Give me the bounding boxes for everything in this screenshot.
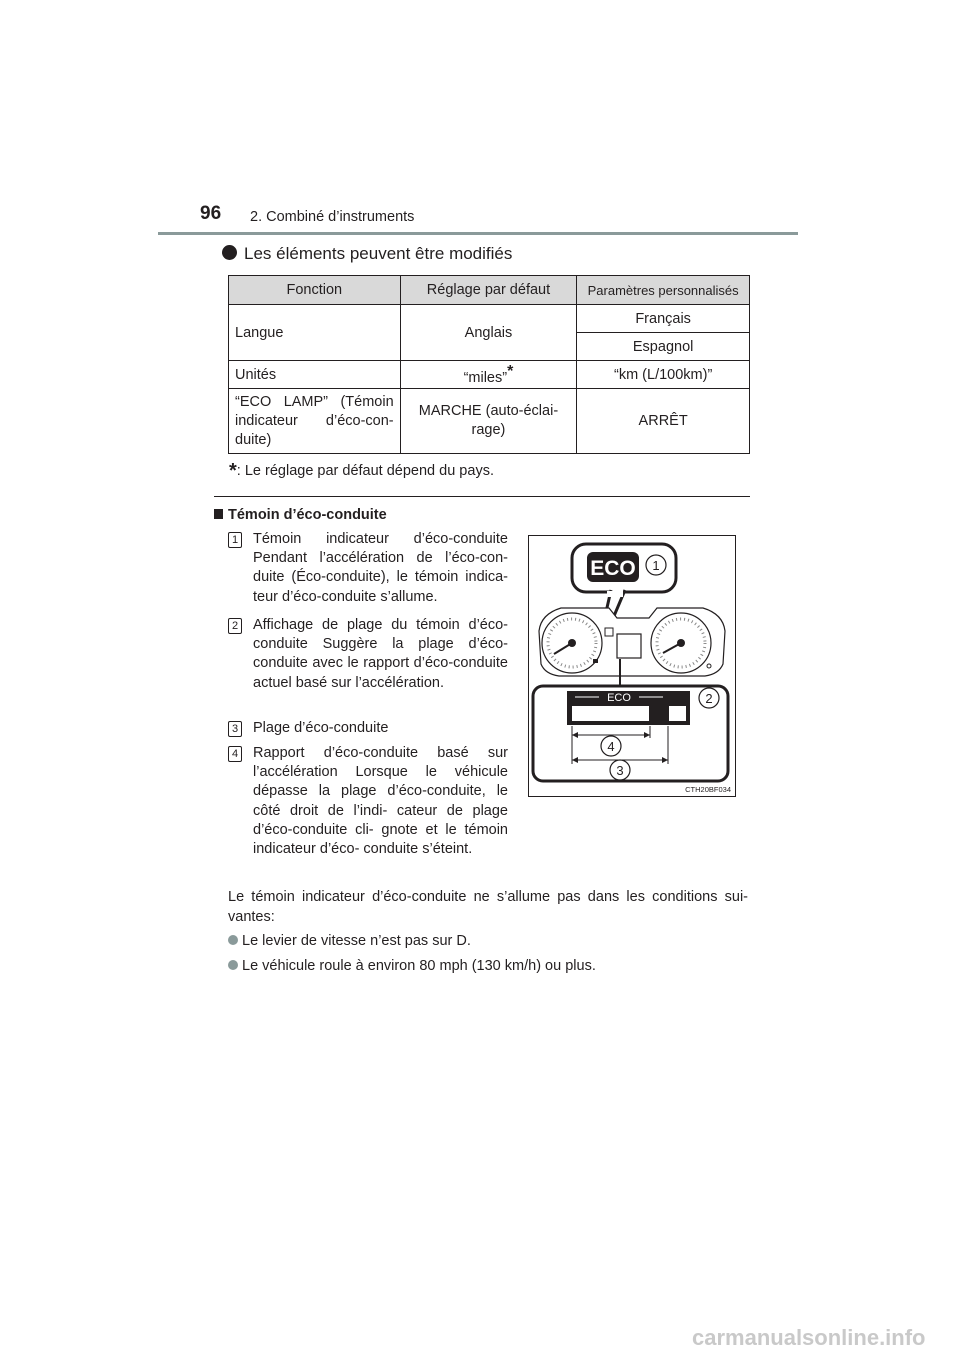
bullet-dot-icon — [228, 935, 238, 945]
cell-function: Unités — [229, 361, 401, 389]
page-number: 96 — [200, 203, 222, 224]
header-rule — [158, 232, 798, 235]
footnote-mark: * — [507, 363, 514, 381]
svg-text:4: 4 — [607, 739, 615, 754]
table-row — [229, 305, 750, 333]
conditions-paragraph: Le témoin indicateur d’éco-conduite ne s’allume pas dans les conditions sui- vantes: — [228, 889, 748, 925]
settings-table — [228, 275, 750, 454]
list-item — [228, 933, 471, 949]
center-display — [617, 634, 641, 658]
item-text: Affichage de plage du témoin d’éco- conduite Suggère la plage d’éco-conduite avec le rapport d’éco-conduite actuel basé sur l’accélération. — [253, 617, 508, 691]
subsection-title: Témoin d’éco-conduite — [228, 507, 387, 523]
table-row — [229, 361, 750, 389]
figure-code: CTH20BF034 — [685, 785, 731, 794]
item-number: 4 — [228, 746, 242, 762]
instrument-cluster-illustration — [529, 536, 735, 796]
header-function: Fonction — [229, 276, 401, 305]
eco-range-bar — [572, 706, 649, 721]
svg-text:3: 3 — [616, 763, 624, 778]
callout-number-text: 1 — [652, 558, 660, 573]
square-bullet-icon — [214, 509, 223, 519]
cell-default-text: “miles” — [463, 369, 508, 386]
item-number: 3 — [228, 721, 242, 737]
svg-text:2: 2 — [705, 691, 713, 706]
cell-custom: ARRÊT — [577, 389, 750, 454]
bullet-dot-icon — [222, 245, 237, 260]
cell-custom: Français — [577, 305, 750, 333]
cell-default: MARCHE (auto-éclai- rage) — [400, 389, 577, 454]
chapter-title: 2. Combiné d’instruments — [250, 209, 415, 225]
cell-function: Langue — [229, 305, 401, 361]
cell-default — [400, 361, 577, 389]
list-item — [228, 616, 508, 693]
table-header-row — [229, 276, 750, 305]
item-number: 2 — [228, 618, 242, 634]
list-item — [228, 719, 508, 738]
subsection-rule — [214, 496, 750, 497]
list-item — [228, 530, 508, 607]
footnote-star: * — [229, 460, 237, 482]
list-item — [228, 744, 508, 859]
cell-custom: Espagnol — [577, 333, 750, 361]
list-item — [228, 958, 596, 974]
item-text: Rapport d’éco-conduite basé sur l’accélération Lorsque le véhicule dépasse la plage d’éco-conduite, le côté droit de l’indi- cateur de plage d’éco-conduite cli- gnote et le témoin indicateur d’éco- conduite s’éteint. — [253, 745, 508, 858]
display-eco-label: ECO — [607, 692, 631, 704]
item-number: 1 — [228, 532, 242, 548]
table-row — [229, 389, 750, 454]
footnote-text: : Le réglage par défaut dépend du pays. — [236, 463, 494, 479]
header-default: Réglage par défaut — [400, 276, 577, 305]
cell-default: Anglais — [400, 305, 577, 361]
eco-label: ECO — [590, 557, 636, 580]
footnote — [229, 460, 494, 483]
cell-function: “ECO LAMP” (Témoin indicateur d’éco-con- duite) — [229, 389, 401, 454]
item-text: Témoin indicateur d’éco-conduite Pendant l’accélération de l’éco-con- duite (Éco-conduite), le témoin indica- teur d’éco-conduite s’allume. — [253, 531, 508, 605]
bullet-text: Le véhicule roule à environ 80 mph (130 km/h) ou plus. — [242, 958, 596, 974]
cell-custom: “km (L/100km)” — [577, 361, 750, 389]
subsection-heading — [214, 507, 387, 523]
eco-indicator-figure — [528, 535, 736, 797]
watermark: carmanualsonline.info — [692, 1325, 926, 1350]
header-custom: Paramètres personnalisés — [577, 276, 750, 305]
section-heading — [222, 244, 512, 264]
section-title: Les éléments peuvent être modifiés — [244, 244, 513, 263]
item-text: Plage d’éco-conduite — [253, 720, 389, 736]
bullet-dot-icon — [228, 960, 238, 970]
bullet-text: Le levier de vitesse n’est pas sur D. — [242, 933, 471, 949]
